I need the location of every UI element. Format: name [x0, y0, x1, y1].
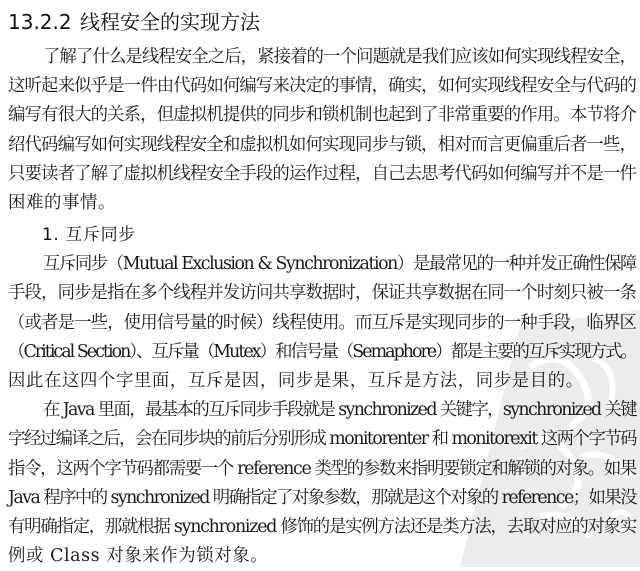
section-heading — [8, 6, 260, 35]
text-line: 例或 Class 对象来作为锁对象。 — [8, 546, 269, 567]
text-line: 了解了什么是线程安全之后，紧接着的一个问题就是我们应该如何实现线程安全， — [43, 47, 636, 67]
text-line: 绍代码编写如何实现线程安全和虚拟机如何实现同步与锁，相对而言更偏重后者一些， — [8, 134, 636, 155]
subsection-heading: 1. 互斥同步 — [42, 225, 136, 246]
text-line: 困难的事情。 — [8, 193, 116, 214]
mutex-definition-paragraph — [8, 250, 636, 396]
text-line: 这听起来似乎是一件由代码如何编写来决定的事情，确实，如何实现线程安全与代码的 — [8, 76, 636, 97]
text-line: 互斥同步（Mutual Exclusion & Synchronization）是最常见的一种并发正确性保障 — [43, 254, 636, 275]
text-line: （Critical Section）、互斥量（Mutex）和信号量（Semaphore）都是主要的互斥实现方式。 — [8, 341, 636, 362]
text-line: （或者是一些，使用信号量的时候）线程使用。而互斥是实现同步的一种手段，临界区 — [8, 312, 636, 333]
section-title: 线程安全的实现方法 — [80, 10, 260, 34]
text-line: 有明确指定，那就根据 synchronized 修饰的是实例方法还是类方法，去取对应的对象实 — [8, 517, 636, 538]
text-line: 编写有很大的关系，但虚拟机提供的同步和锁机制也起到了非常重要的作用。本节将介 — [8, 105, 636, 126]
text-line: Java 程序中的 synchronized 明确指定了对象参数，那就是这个对象的 reference；如果没 — [8, 487, 636, 508]
section-number: 13.2.2 — [8, 10, 72, 34]
text-line: 指令，这两个字节码都需要一个 reference 类型的参数来指明要锁定和解锁的对象。如果 — [8, 458, 636, 479]
text-line: 字经过编译之后，会在同步块的前后分别形成 monitorenter 和 monitorexit 这两个字节码 — [8, 429, 636, 450]
text-line: 手段，同步是指在多个线程并发访问共享数据时，保证共享数据在同一个时刻只被一条 — [8, 283, 636, 304]
text-line: 在 Java 里面，最基本的互斥同步手段就是 synchronized 关键字，synchronized 关键 — [43, 400, 636, 421]
text-line: 只要读者了解了虚拟机线程安全手段的运作过程，自己去思考代码如何编写并不是一件 — [8, 163, 636, 184]
body-text — [8, 43, 636, 571]
text-line: 因此在这四个字里面，互斥是因，同步是果，互斥是方法，同步是目的。 — [8, 371, 584, 392]
synchronized-paragraph — [8, 396, 636, 571]
intro-paragraph — [8, 43, 636, 218]
